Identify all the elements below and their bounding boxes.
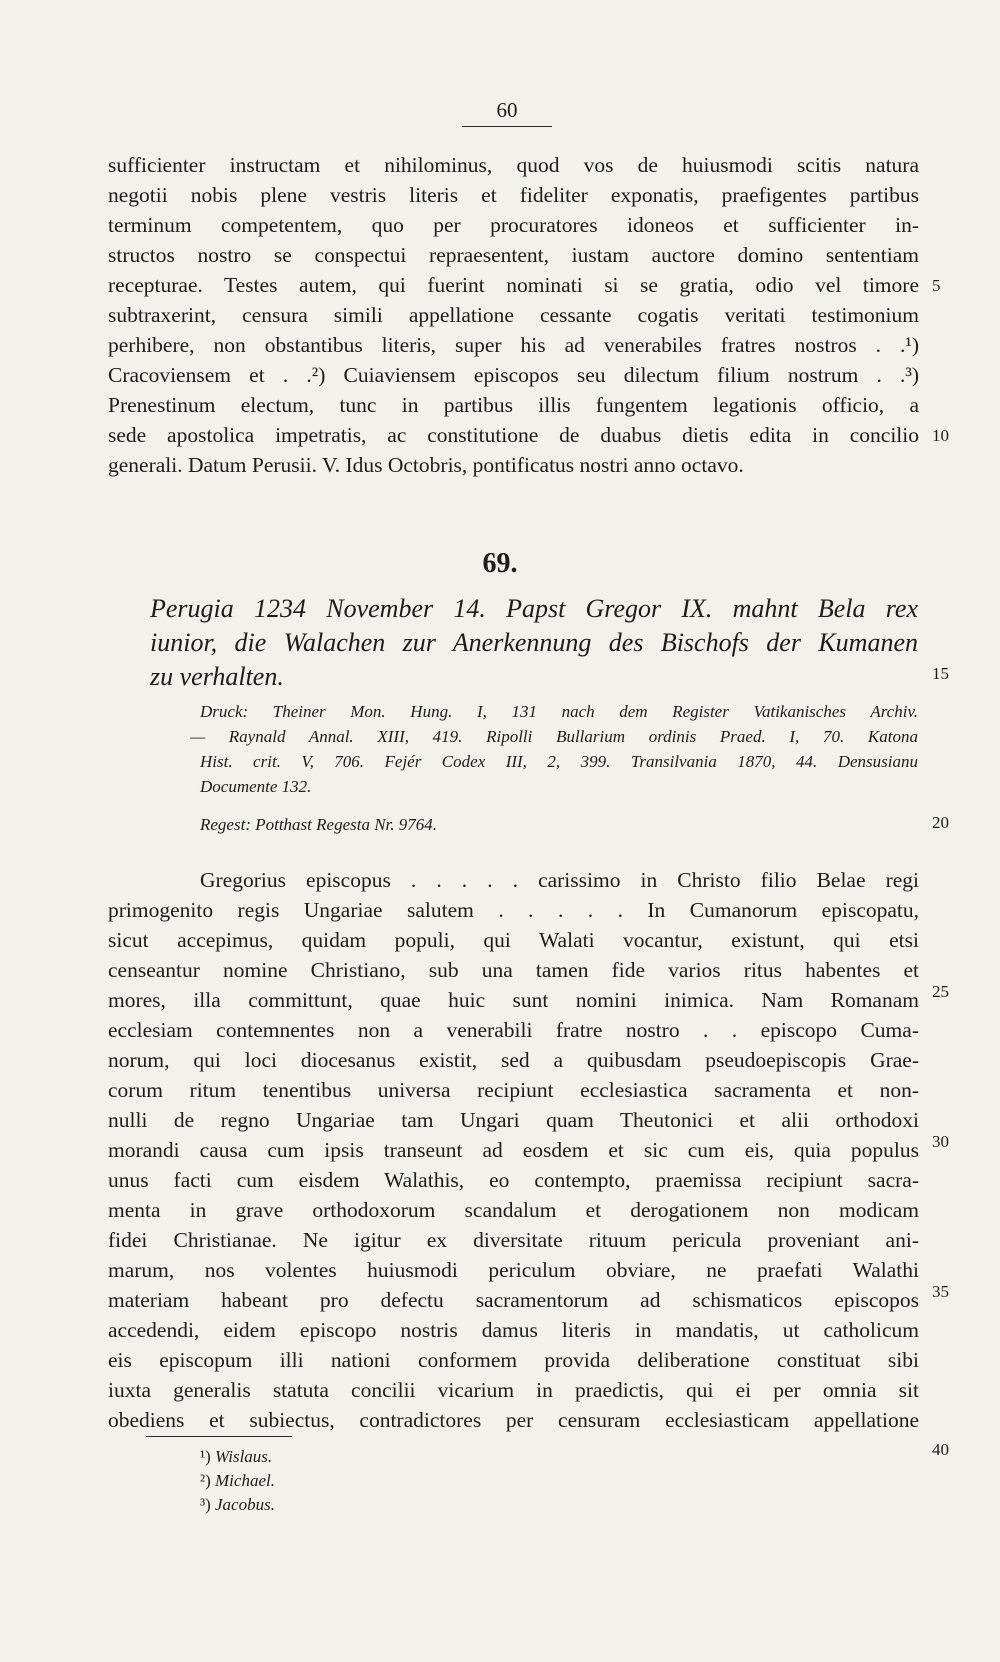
body-line: unus facti cum eisdem Walathis, eo contempto, praemissa recipiunt sacra- <box>108 1168 919 1192</box>
footnote-separator <box>146 1436 292 1437</box>
body-line: sicut accepimus, quidam populi, qui Walati vocantur, existunt, qui etsi <box>108 928 919 952</box>
body-line: marum, nos volentes huiusmodi periculum obviare, ne praefati Walathi <box>108 1258 919 1282</box>
source-line: Documente 132. <box>200 777 312 796</box>
body-line: sede apostolica impetratis, ac constitutione de duabus dietis edita in concilio <box>108 423 919 447</box>
body-line: corum ritum tenentibus universa recipiunt ecclesiastica sacramenta et non- <box>108 1078 919 1102</box>
margin-line-number: 5 <box>932 276 941 295</box>
body-line: Prenestinum electum, tunc in partibus illis fungentem legationis officio, a <box>108 393 919 417</box>
body-line: fidei Christianae. Ne igitur ex diversitate rituum pericula proveniant ani- <box>108 1228 919 1252</box>
body-line: norum, qui loci diocesanus existit, sed a quibusdam pseudoepiscopis Grae- <box>108 1048 919 1072</box>
body-line: generali. Datum Perusii. V. Idus Octobris, pontificatus nostri anno octavo. <box>108 453 744 477</box>
margin-line-number: 30 <box>932 1132 949 1151</box>
document-heading-line: zu verhalten. <box>150 662 284 691</box>
body-line: perhibere, non obstantibus literis, super his ad venerabiles fratres nostros . .¹) <box>108 333 919 357</box>
body-line: menta in grave orthodoxorum scandalum et derogationem non modicam <box>108 1198 919 1222</box>
footnote-mark: ¹) <box>200 1447 211 1466</box>
margin-line-number: 40 <box>932 1440 949 1459</box>
footnote-mark: ²) <box>200 1471 211 1490</box>
footnote <box>200 1446 272 1468</box>
body-line: accedendi, eidem episcopo nostris damus literis in mandatis, ut catholicum <box>108 1318 919 1342</box>
body-line: iuxta generalis statuta concilii vicarium in praedictis, qui ei per omnia sit <box>108 1378 919 1402</box>
body-line: materiam habeant pro defectu sacramentorum ad schismaticos episcopos <box>108 1288 919 1312</box>
margin-line-number: 15 <box>932 664 949 683</box>
body-line: obediens et subiectus, contradictores per censuram ecclesiasticam appellatione <box>108 1408 919 1432</box>
margin-line-number: 10 <box>932 426 949 445</box>
document-heading-line: Perugia 1234 November 14. Papst Gregor IX. mahnt Bela rex <box>150 594 918 623</box>
body-line: terminum competentem, quo per procuratores idoneos et sufficienter in- <box>108 213 919 237</box>
body-line: Gregorius episcopus . . . . . carissimo in Christo filio Belae regi <box>200 868 919 892</box>
document-number: 69. <box>482 548 518 579</box>
regest-line: Regest: Potthast Regesta Nr. 9764. <box>200 815 438 834</box>
source-line: Druck: Theiner Mon. Hung. I, 131 nach dem Register Vatikanisches Archiv. <box>200 702 918 721</box>
footnote-text: Jacobus. <box>215 1495 275 1514</box>
margin-line-number: 20 <box>932 813 949 832</box>
body-line: structos nostro se conspectui repraesentent, iustam auctore domino sententiam <box>108 243 919 267</box>
body-line: mores, illa committunt, quae huic sunt nomini inimica. Nam Romanam <box>108 988 919 1012</box>
source-line: — Raynald Annal. XIII, 419. Ripolli Bullarium ordinis Praed. I, 70. Katona <box>190 727 918 746</box>
body-line: ecclesiam contemnentes non a venerabili fratre nostro . . episcopo Cuma- <box>108 1018 919 1042</box>
footnote-text: Wislaus. <box>215 1447 273 1466</box>
body-line: negotii nobis plene vestris literis et fideliter exponatis, praefigentes partibus <box>108 183 919 207</box>
body-line: primogenito regis Ungariae salutem . . . . . In Cumanorum episcopatu, <box>108 898 919 922</box>
footnote-text: Michael. <box>215 1471 275 1490</box>
margin-line-number: 25 <box>932 982 949 1001</box>
body-line: recepturae. Testes autem, qui fuerint nominati si se gratia, odio vel timore <box>108 273 919 297</box>
body-line: sufficienter instructam et nihilominus, quod vos de huiusmodi scitis natura <box>108 153 919 177</box>
document-heading-line: iunior, die Walachen zur Anerkennung des Bischofs der Kumanen <box>150 628 918 657</box>
body-line: censeantur nomine Christiano, sub una tamen fide varios ritus habentes et <box>108 958 919 982</box>
footnote-mark: ³) <box>200 1495 211 1514</box>
body-line: eis episcopum illi nationi conformem provida deliberatione constituat sibi <box>108 1348 919 1372</box>
body-line: Cracoviensem et . .²) Cuiaviensem episcopos seu dilectum filium nostrum . .³) <box>108 363 919 387</box>
body-line: morandi causa cum ipsis transeunt ad eosdem et sic cum eis, quia populus <box>108 1138 919 1162</box>
page-number: 60 <box>462 98 552 127</box>
margin-line-number: 35 <box>932 1282 949 1301</box>
source-line: Hist. crit. V, 706. Fejér Codex III, 2, 399. Transilvania 1870, 44. Densusianu <box>200 752 918 771</box>
body-line: subtraxerint, censura simili appellatione cessante cogatis veritati testimonium <box>108 303 919 327</box>
footnote <box>200 1470 275 1492</box>
body-line: nulli de regno Ungariae tam Ungari quam Theutonici et alii orthodoxi <box>108 1108 919 1132</box>
footnote <box>200 1494 275 1516</box>
